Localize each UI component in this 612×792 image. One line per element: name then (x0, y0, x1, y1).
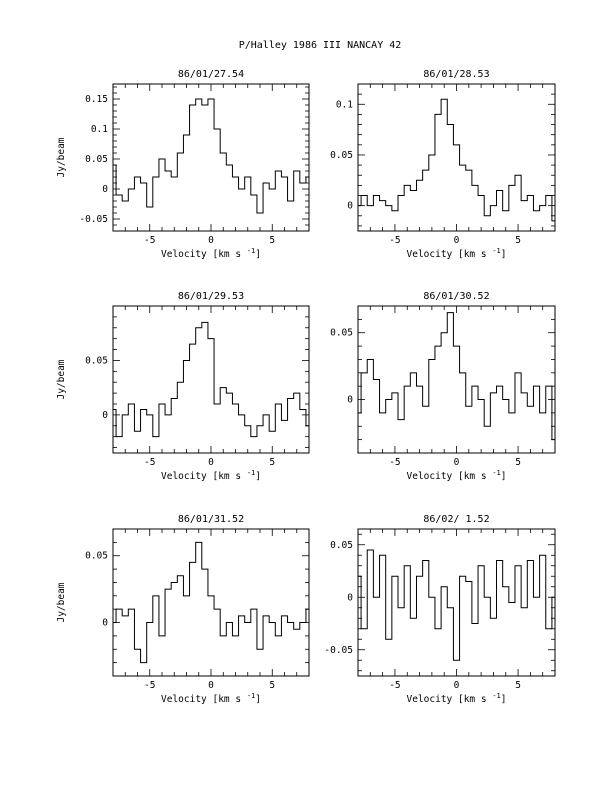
x-tick-label: 0 (208, 680, 214, 691)
x-tick-label: 0 (453, 457, 460, 468)
y-tick-label: 0 (102, 617, 108, 629)
panel-title: 86/01/30.52 (423, 291, 490, 302)
x-tick-label: 0 (208, 235, 214, 246)
panel-title: 86/02/ 1.52 (423, 514, 490, 525)
y-tick-label: 0.15 (85, 94, 108, 105)
y-axis-label: Jy/beam (56, 359, 67, 400)
y-tick-label: 0 (347, 394, 353, 406)
x-tick-label: 0 (453, 235, 460, 246)
plot-frame (358, 84, 555, 231)
x-tick-label: -5 (389, 235, 401, 246)
panel-title: 86/01/29.53 (177, 291, 245, 302)
plot-frame (113, 84, 309, 231)
spectrum-line (113, 542, 309, 662)
x-tick-label: 0 (453, 680, 460, 691)
plot-frame (358, 529, 555, 676)
x-axis-label: Velocity [km s $^{-1}$] (161, 247, 261, 260)
panel-title: 86/01/31.52 (177, 514, 245, 525)
y-tick-label: 0 (347, 592, 353, 604)
x-tick-label: 5 (269, 235, 276, 246)
spectrum-line (358, 99, 555, 221)
x-tick-label: -5 (144, 680, 156, 691)
y-tick-label: 0.05 (330, 327, 353, 339)
x-tick-label: 5 (515, 235, 521, 246)
spectrum-line (113, 322, 309, 436)
x-tick-label: 5 (269, 680, 276, 691)
x-axis-label: Velocity [km s $^{-1}$] (161, 692, 261, 705)
panel-title: 86/01/27.54 (177, 69, 245, 80)
y-tick-label: 0.1 (90, 124, 108, 135)
panel-title: 86/01/28.53 (423, 69, 490, 80)
plot-frame (113, 529, 309, 676)
y-tick-label: -0.05 (79, 214, 108, 225)
x-axis-label: Velocity [km s $^{-1}$] (406, 469, 507, 482)
x-axis-label: Velocity [km s $^{-1}$] (406, 692, 507, 705)
y-tick-label: 0.05 (330, 149, 353, 161)
x-tick-label: -5 (389, 680, 401, 691)
spectrum-line (113, 99, 309, 213)
spectrum-line (358, 550, 555, 660)
chart-panel-3 (56, 291, 309, 482)
x-tick-label: 5 (269, 457, 276, 468)
y-axis-label: Jy/beam (56, 137, 67, 178)
y-axis-label: Jy/beam (56, 582, 67, 623)
x-tick-label: 0 (208, 457, 214, 468)
spectrum-line (358, 313, 555, 440)
y-tick-label: 0.05 (85, 154, 108, 165)
y-tick-label: -0.05 (324, 644, 353, 656)
y-tick-label: 0 (347, 200, 353, 212)
chart-panel-6 (324, 514, 555, 705)
plot-frame (358, 306, 555, 453)
chart-panel-4 (330, 291, 555, 482)
plot-frame (113, 306, 309, 453)
chart-panel-5 (56, 514, 309, 705)
y-tick-label: 0.05 (330, 539, 353, 551)
x-tick-label: 5 (515, 457, 521, 468)
panels-group (56, 69, 555, 705)
chart-panel-2 (330, 69, 555, 260)
y-tick-label: 0 (102, 184, 108, 195)
x-axis-label: Velocity [km s $^{-1}$] (406, 247, 507, 260)
x-tick-label: 5 (515, 680, 521, 691)
figure-title: P/Halley 1986 III NANCAY 42 (238, 40, 402, 51)
y-tick-label: 0.1 (335, 99, 353, 111)
y-tick-label: 0 (102, 409, 108, 421)
x-tick-label: -5 (389, 457, 401, 468)
y-tick-label: 0.05 (85, 550, 108, 562)
x-axis-label: Velocity [km s $^{-1}$] (161, 469, 261, 482)
x-tick-label: -5 (144, 235, 156, 246)
y-tick-label: 0.05 (85, 355, 108, 367)
x-tick-label: -5 (144, 457, 156, 468)
chart-panel-1 (56, 69, 309, 260)
